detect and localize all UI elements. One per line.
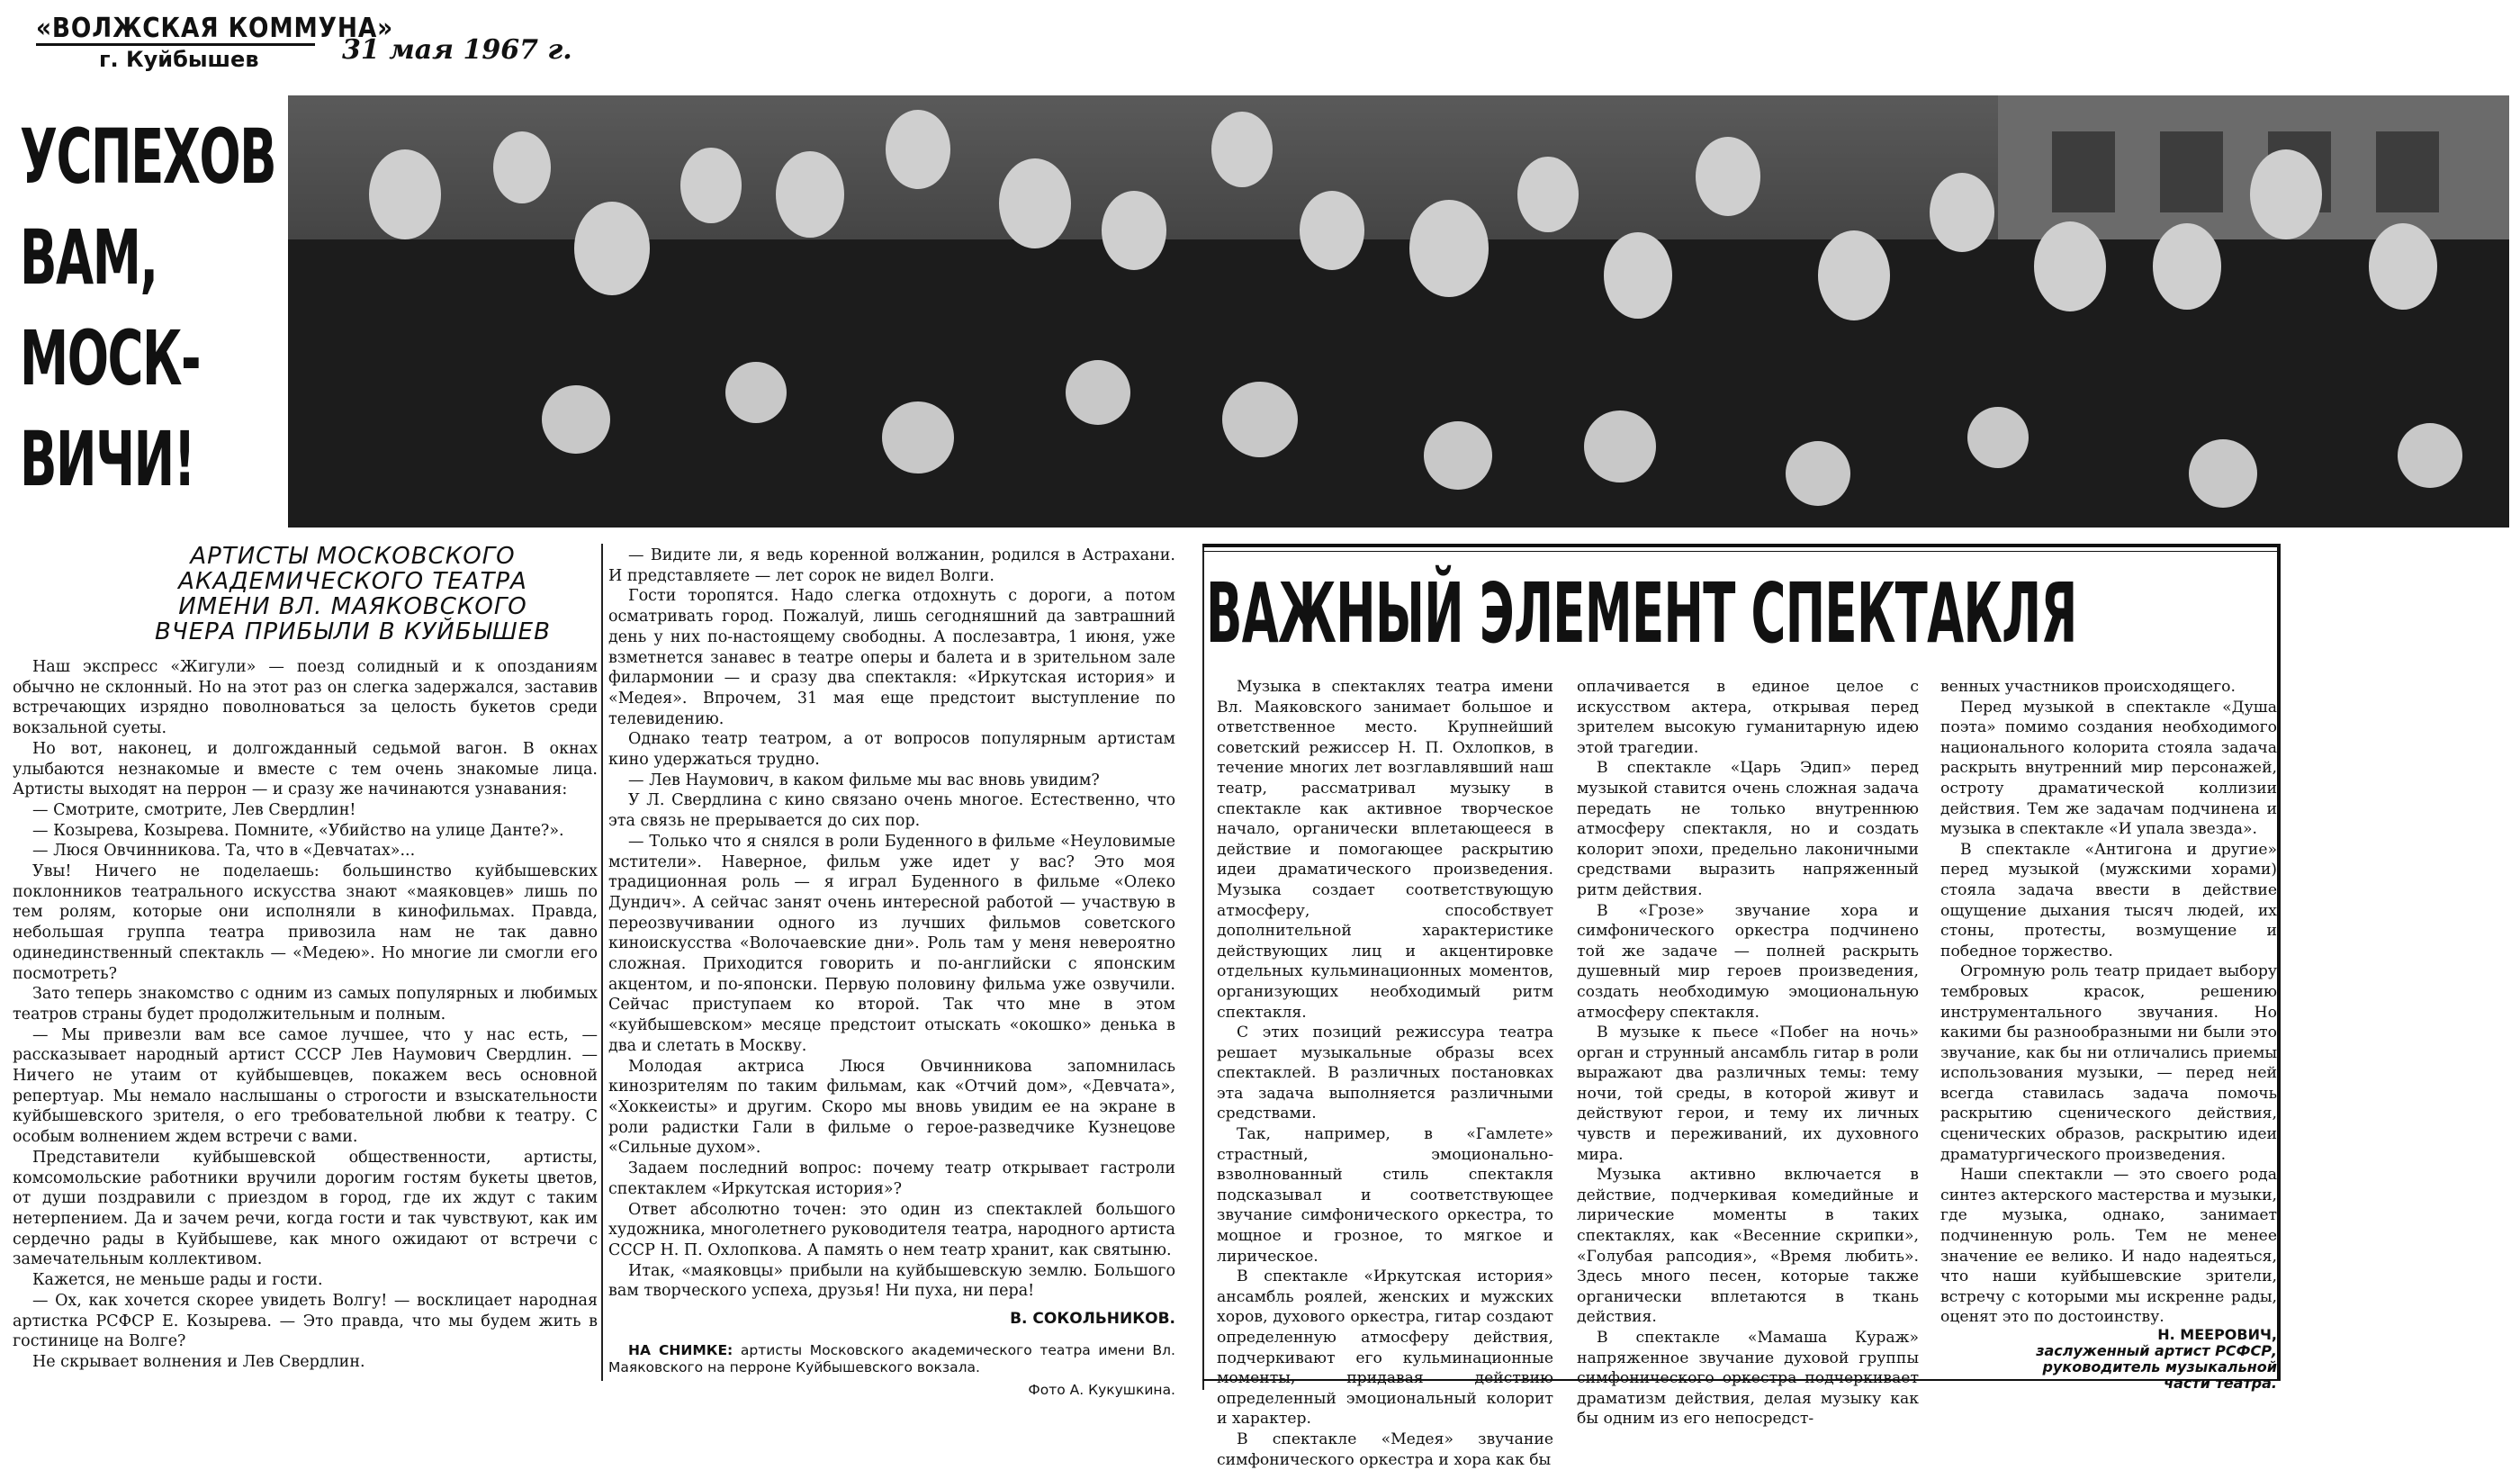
- article2-right-border: [2277, 544, 2281, 1381]
- masthead-rule: [36, 43, 315, 46]
- headline-line: УСПЕХОВ: [20, 113, 276, 201]
- article2-author: Н. МЕЕРОВИЧ,: [2157, 1326, 2277, 1343]
- article1-column1: [13, 657, 598, 1373]
- paragraph: Кажется, не меньше рады и гости.: [32, 1271, 323, 1290]
- paragraph: Однако театр театром, а от вопросов популярным артистам кино удержаться трудно.: [608, 730, 1175, 770]
- paragraph: Задаем последний вопрос: почему театр открывает гастроли спектаклем «Иркутская история»?: [608, 1159, 1175, 1198]
- paragraph: Молодая актриса Люся Овчинникова запомнилась кинозрителям по таким фильмам, как «Отчий дом», «Девчата», «Хоккеисты» и другим. Скоро мы вновь увидим ее на экране в роли радистки Гали в фильме о герое-разведчике Кузнецове «Сильные духом».: [608, 1057, 1175, 1158]
- paragraph: Огромную роль театр придает выбору тембровых красок, решению инструментального звучания. Но какими бы разнообразными ни были это звучание, как бы ни отличались приемы использования музыки, — перед ней всегда ставилась задача помочь раскрытию сценического действия, сценических образов, раскрытию идеи драматургического произведения.: [1940, 962, 2277, 1164]
- photo-caption: [608, 1342, 1175, 1376]
- author-role-line: части театра.: [2164, 1375, 2277, 1392]
- group-photo: [288, 95, 2509, 528]
- newspaper-name: «ВОЛЖСКАЯ КОММУНА»: [36, 13, 394, 44]
- paragraph: Наш экспресс «Жигули» — поезд солидный и к опозданиям обычно не склонный. Но на этот раз он слегка задержался, заставив встречающих изрядно поволноваться за целость букетов среди вокзальной суеты.: [13, 658, 598, 738]
- headline-line: ВАМ,: [20, 213, 158, 302]
- paragraph: Не скрывает волнения и Лев Свердлин.: [32, 1352, 365, 1371]
- article-subhead: [101, 544, 605, 645]
- article2-headline: ВАЖНЫЙ ЭЛЕМЕНТ СПЕКТАКЛЯ: [1206, 565, 2077, 662]
- paragraph: Наши спектакли — это своего рода синтез актерского мастерства и музыки, где музыка, однако, занимает подчиненную роль. Тем не менее значение ее велико. И надо надеяться, что наши куйбышевские зрители, встречу с которыми мы искренне рады, оценят это по достоинству.: [1940, 1166, 2277, 1327]
- subhead-line: ВЧЕРА ПРИБЫЛИ В КУЙБЫШЕВ: [155, 618, 551, 645]
- subhead-line: АКАДЕМИЧЕСКОГО ТЕАТРА: [178, 568, 527, 595]
- main-headline: [20, 106, 276, 510]
- article2-bottom-border: [1202, 1379, 2281, 1381]
- paragraph: — Люся Овчинникова. Та, что в «Девчатах»...: [32, 842, 416, 861]
- paragraph: — Мы привезли вам все самое лучшее, что у нас есть, — рассказывает народный артист СССР Лев Наумович Свердлин. — Ничего не утаим от куйбышевцев, покажем весь основной репертуар. Мы немало наслышаны о строгости и взыскательности куйбышевского зрителя, о его требовательной любви к театру. С особым волнением ждем встречи с вами.: [13, 1025, 598, 1147]
- paragraph: Перед музыкой в спектакле «Душа поэта» помимо создания необходимого национального колорита стояла задача раскрыть внутренний мир персонажей, остроту драматической коллизии действия. Тем же задачам подчинена и музыка в спектакле «И упала звезда».: [1940, 698, 2277, 839]
- paragraph: — Лев Наумович, в каком фильме мы вас вновь увидим?: [628, 771, 1100, 789]
- article2-column3: [1940, 677, 2277, 1328]
- paragraph: Увы! Ничего не поделаешь: большинство куйбышевских поклонников театрального искусства знают «маяковцев» лишь по тем ролям, которые они исполняли в кинофильмах. Правда, небольшая группа театра привозила нам не так давно одинединственный спектакль — «Медею». Но многие ли смогли его посмотреть?: [13, 862, 598, 983]
- article1-author: В. СОКОЛЬНИКОВ.: [1010, 1310, 1175, 1329]
- newspaper-city: г. Куйбышев: [99, 47, 259, 72]
- paragraph: оплачивается в единое целое с искусством актера, открывая перед зрителем высокую гуманитарную идею этой трагедии.: [1577, 678, 1919, 757]
- paragraph: В спектакле «Антигона и другие» перед музыкой (мужскими хорами) стояла задача ввести в действие ощущение дыхания тысяч людей, их стоны, протесты, возмущение и победное торжество.: [1940, 840, 2277, 960]
- paragraph: В спектакле «Царь Эдип» перед музыкой ставится очень сложная задача передать не только внутреннюю атмосферу спектакля, но и создать колорит эпохи, предельно лаконичными средствами выразить напряженный ритм действия.: [1577, 759, 1919, 899]
- paragraph: — Ох, как хочется скорее увидеть Волгу! — восклицает народная артистка РСФСР Е. Козырева. — Это правда, что мы будем жить в гостинице на Волге?: [13, 1291, 598, 1351]
- subhead-line: АРТИСТЫ МОСКОВСКОГО: [190, 543, 516, 570]
- paragraph: Но вот, наконец, и долгожданный седьмой вагон. В окнах улыбаются незнакомые и вместе с тем очень знакомые лица. Артисты выходят на перрон — и сразу же начинаются узнавания:: [13, 739, 598, 799]
- photo-credit: Фото А. Кукушкина.: [1028, 1381, 1175, 1398]
- paragraph: Музыка активно включается в действие, подчеркивая комедийные и лирические моменты в таких спектаклях, как «Весенние скрипки», «Голубая рапсодия», «Время любить». Здесь много песен, которые также органически вплетаются в ткань действия.: [1577, 1166, 1919, 1327]
- paragraph: В спектакле «Медея» звучание симфонического оркестра и хора как бы: [1217, 1429, 1553, 1469]
- headline-line: ВИЧИ!: [20, 415, 195, 503]
- paragraph: венных участников происходящего.: [1940, 678, 2236, 696]
- paragraph: Музыка в спектаклях театра имени Вл. Маяковского занимает большое и ответственное место. Крупнейший советский режиссер Н. П. Охлопков, в течение многих лет возглавлявший наш театр, рассматривал музыку в спектакле как активное творческое начало, органически вплетающееся в действие и помогающее раскрытию идеи драматического произведения. Музыка создает соответствующую атмосферу, способствует дополнительной характеристике действующих лиц и акцентировке отдельных кульминационных моментов, организующих необходимый ритм спектакля.: [1217, 678, 1553, 1022]
- caption-label: НА СНИМКЕ:: [628, 1341, 734, 1358]
- paragraph: У Л. Свердлина с кино связано очень многое. Естественно, что эта связь не прерывается до сих пор.: [608, 791, 1175, 831]
- paragraph: В музыке к пьесе «Побег на ночь» орган и струнный ансамбль гитар в роли выражают два различных темы: тему ночи, той среды, в которой живут и действуют герои, и тему их личных чувств и переживаний, их духовного мира.: [1577, 1024, 1919, 1164]
- headline-line: МОСК-: [20, 314, 201, 402]
- paragraph: Так, например, в «Гамлете» страстный, эмоционально-взволнованный стиль спектакля подсказывал и соответствующее звучание симфонического оркестра, то мощное и грозное, то мягкое и лирическое.: [1217, 1125, 1553, 1266]
- article2-column1: [1217, 677, 1553, 1470]
- group-photo-graphic: [288, 95, 2509, 528]
- article2-column2: [1577, 677, 1919, 1429]
- subhead-line: ИМЕНИ ВЛ. МАЯКОВСКОГО: [178, 593, 527, 620]
- paragraph: Итак, «маяковцы» прибыли на куйбышевскую землю. Большого вам творческого успеха, друзья! Ни пуха, ни пера!: [608, 1261, 1175, 1301]
- author-role-line: руководитель музыкальной: [2042, 1358, 2277, 1375]
- article2-top-border: [1202, 544, 2281, 547]
- paragraph: — Видите ли, я ведь коренной волжанин, родился в Астрахани. И представляете — лет сорок не видел Волги.: [608, 546, 1175, 585]
- article2-left-border: [1202, 544, 1204, 1390]
- paragraph: С этих позиций режиссура театра решает музыкальные образы всех спектаклей. В различных постановках эта задача выполняется различными средствами.: [1217, 1024, 1553, 1123]
- article2-top-border-thin: [1202, 551, 2281, 552]
- caption-text: артисты Московского академического театра имени Вл. Маяковского на перроне Куйбышевского вокзала.: [608, 1341, 1175, 1375]
- paragraph: Представители куйбышевской общественности, артисты, комсомольские работники вручили дорогим гостям букеты цветов, от души поздравили с приездом в город, где их ждут с таким нетерпением. Да и зачем речи, когда гости и так чувствуют, как им сердечно рады в Куйбышеве, как много ожидают от встречи с замечательным коллективом.: [13, 1148, 598, 1269]
- paragraph: — Только что я снялся в роли Буденного в фильме «Неуловимые мстители». Наверное, фильм уже идет у вас? Это моя традиционная роль — я играл Буденного в фильме «Олеко Дундич». А сейчас занят очень интересной работой — участвую в переозвучивании одного из лучших фильмов советского киноискусства «Волочаевские дни». Роль там у меня невероятно сложная. Приходится говорить и по-английски с японским акцентом, и по-японски. Первую половину фильма уже озвучили. Сейчас приступаем ко второй. Так что мне в этом «куйбышевском» месяце предстоит отыскать «окошко» денька в два и слетать в Москву.: [608, 832, 1175, 1055]
- column-divider: [601, 544, 603, 1381]
- paragraph: Ответ абсолютно точен: это один из спектаклей большого художника, многолетнего руководителя театра, народного артиста СССР Н. П. Охлопкова. А память о нем театр хранит, как святыню.: [608, 1200, 1175, 1259]
- paragraph: Гости торопятся. Надо слегка отдохнуть с дороги, а потом осматривать город. Пожалуй, лишь сегодняшний да завтрашний день у них по-настоящему свободны. А послезавтра, 1 июня, уже взметнется занавес в театре оперы и балета и в зрительном зале филармонии — и сразу два спектакля: «Иркутская история» и «Медея». Впрочем, 31 мая еще предстоит выступление по телевидению.: [608, 587, 1175, 728]
- paragraph: В спектакле «Иркутская история» ансамбль роялей, женских и мужских хоров, духового оркестра, гитар создают определенную атмосферу действия, подчеркивают его кульминационные моменты, придавая действию определенный эмоциональный колорит и характер.: [1217, 1267, 1553, 1429]
- paragraph: В «Грозе» звучание хора и симфонического оркестра подчинено той же задаче — полней раскрыть душевный мир героев произведения, создать необходимую эмоциональную атмосферу спектакля.: [1577, 901, 1919, 1022]
- paragraph: В спектакле «Мамаша Кураж» напряженное звучание духовой группы симфонического оркестра подчеркивает драматизм действия, делая музыку как бы одним из его непосредст-: [1577, 1329, 1919, 1429]
- paragraph: — Смотрите, смотрите, Лев Свердлин!: [32, 800, 356, 819]
- publication-date: 31 мая 1967 г.: [342, 34, 572, 66]
- paragraph: Зато теперь знакомство с одним из самых популярных и любимых театров страны будет продолжительным и полным.: [13, 985, 598, 1024]
- author-role-line: заслуженный артист РСФСР,: [2036, 1342, 2277, 1359]
- article2-signature: [1940, 1327, 2277, 1392]
- paragraph: — Козырева, Козырева. Помните, «Убийство на улице Данте?».: [32, 821, 564, 840]
- article1-column2: [608, 546, 1175, 1400]
